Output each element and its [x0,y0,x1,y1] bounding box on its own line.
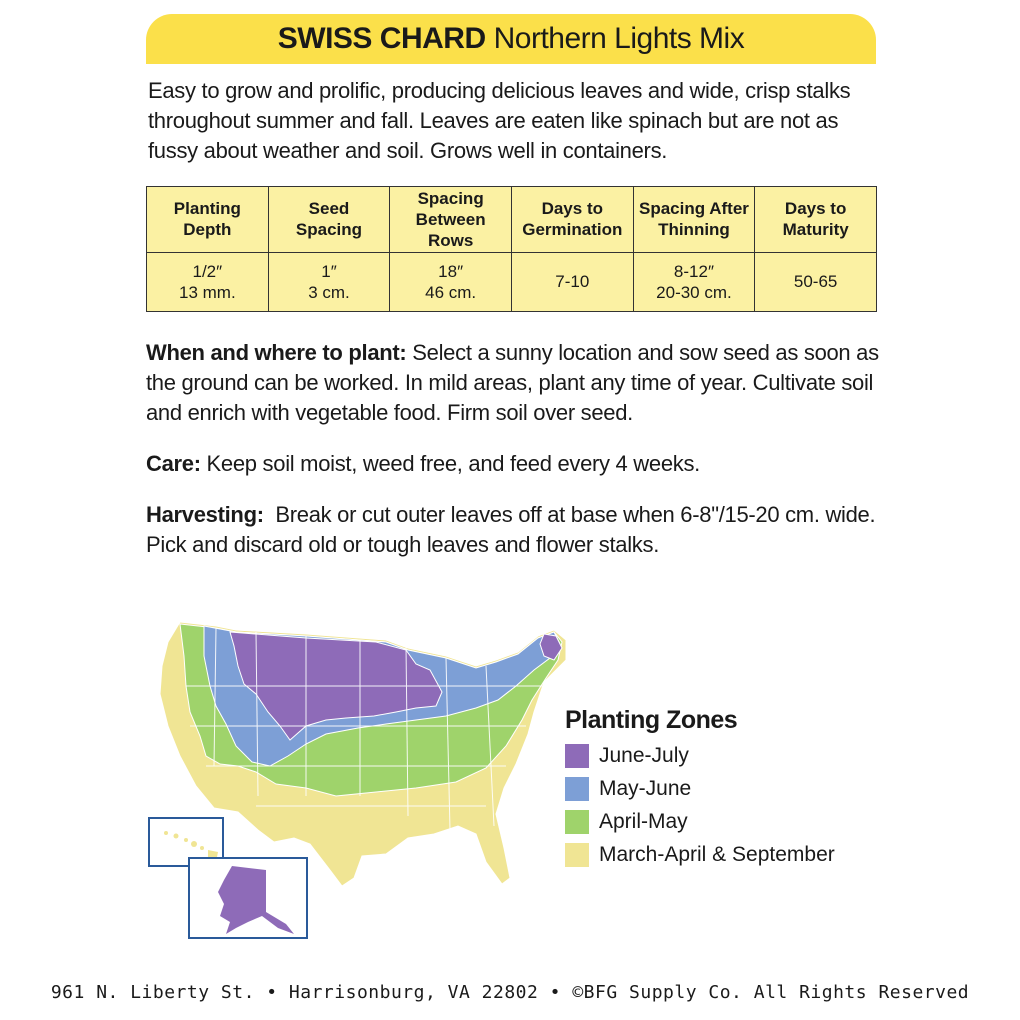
value-spacing-after-thinning: 8-12″ 20-30 cm. [633,252,755,311]
harvesting-paragraph [146,500,886,560]
legend-label: April-May [599,809,688,833]
table-header-row [147,187,877,253]
title-variety: Northern Lights Mix [493,22,745,55]
legend-label: May-June [599,776,692,800]
header-spacing-between-rows: Spacing Between Rows [390,187,512,253]
legend-swatch [565,843,589,867]
legend-title: Planting Zones [565,706,738,734]
care-paragraph [146,449,886,479]
table-row [147,252,877,311]
when-where-text: Select a sunny location and sow seed as soon as the ground can be worked. In mild areas, plant any time of year. Cultivate soil and enrich with vegetable food. Firm soil over seed. [146,340,879,425]
intro-text: Easy to grow and prolific, producing delicious leaves and wide, crisp stalks throughout summer and fall. Leaves are eaten like spinach but are not as fussy about weather and soil. Grows well in containers. [148,78,851,163]
map-legend [565,706,865,871]
legend-label: June-July [599,743,689,767]
value-days-to-germination: 7-10 [511,252,633,311]
legend-swatch [565,777,589,801]
title-product: SWISS CHARD [277,22,486,55]
legend-item-may-june [565,772,865,805]
header-spacing-after-thinning: Spacing After Thinning [633,187,755,253]
legend-item-march-april-september [565,838,865,871]
legend-item-april-may [565,805,865,838]
care-text: Keep soil moist, weed free, and feed every 4 weeks. [200,451,700,476]
value-spacing-between-rows: 18″ 46 cm. [390,252,512,311]
header-days-to-maturity: Days to Maturity [755,187,877,253]
legend-item-june-july [565,739,865,772]
value-seed-spacing: 1″ 3 cm. [268,252,390,311]
when-where-label: When and where to plant: [146,340,407,365]
planting-facts-table [146,186,877,312]
legend-swatch [565,810,589,834]
care-label: Care: [146,451,201,476]
harvesting-label: Harvesting: [146,502,264,527]
value-planting-depth: 1/2″ 13 mm. [147,252,269,311]
title-bar [146,14,876,64]
footer-address: 961 N. Liberty St. • Harrisonburg, VA 22802 • ©BFG Supply Co. All Rights Reserved [50,982,970,1003]
harvesting-text: Break or cut outer leaves off at base when 6-8"/15-20 cm. wide. Pick and discard old or tough leaves and flower stalks. [146,502,882,557]
header-planting-depth: Planting Depth [147,187,269,253]
us-map-graphic [146,616,576,946]
planting-zone-map [146,616,576,946]
legend-label: March-April & September [599,842,835,866]
header-days-to-germination: Days to Germination [511,187,633,253]
legend-swatch [565,744,589,768]
when-where-paragraph [146,338,886,428]
header-seed-spacing: Seed Spacing [268,187,390,253]
value-days-to-maturity: 50-65 [755,252,877,311]
